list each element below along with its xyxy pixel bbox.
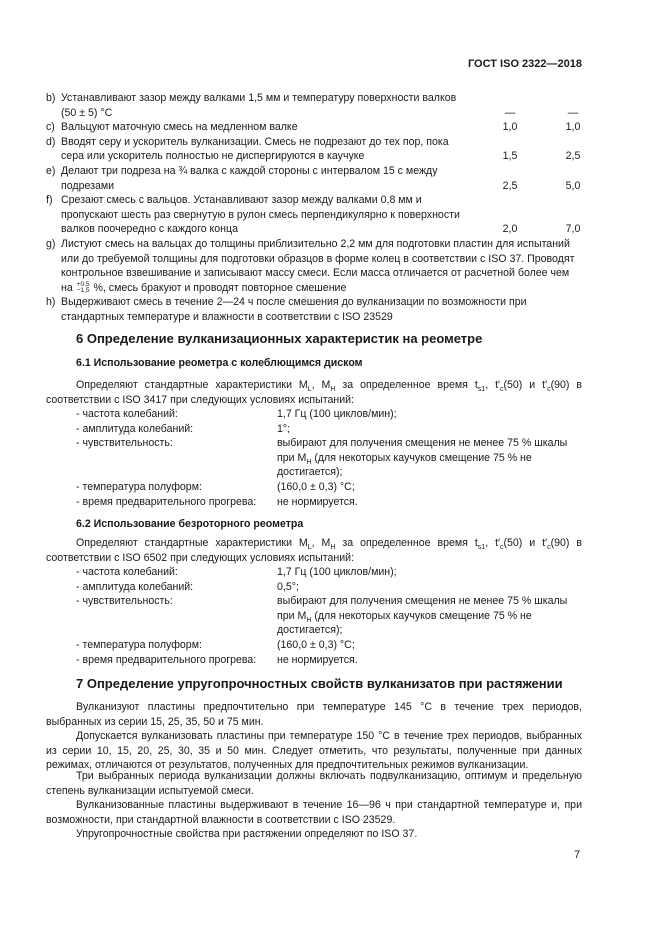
condition-key: - частота колебаний: [76, 408, 178, 420]
document-header: ГОСТ ISO 2322—2018 [467, 58, 582, 70]
intro-text: за определенное время t [335, 379, 478, 391]
tolerance-lower: −1,5 [76, 286, 90, 294]
step-label: f) [46, 194, 53, 207]
step-text: Вальцуют маточную смесь на медленном валке [61, 121, 298, 134]
mixing-step-b [46, 91, 586, 120]
condition-row [76, 422, 586, 437]
subscript: c [547, 544, 551, 552]
conditions-6-1 [76, 407, 586, 509]
subscript: s1 [477, 544, 486, 552]
condition-row [76, 653, 586, 668]
section-7-paragraph: Три выбранных периода вулканизации должны включать подвулканизацию, оптимум и предельную степень вулканизации испытуемой смеси. [46, 770, 582, 797]
condition-value: не нормируется. [277, 653, 358, 666]
intro-text: Определяют стандартные характеристики M [76, 379, 308, 391]
condition-key: - температура полуформ: [76, 638, 202, 651]
step-label: e) [46, 164, 56, 177]
condition-key: - температура полуформ: [76, 480, 202, 493]
mixing-step-g [46, 237, 586, 295]
step-text: Вводят серу и ускоритель вулканизации. Смесь не подрезают до тех пор, пока сера или ускоритель полностью не диспергируются в каучуке [61, 135, 449, 163]
step-value-1: 2,0 [502, 223, 518, 236]
step-text-after: %, смесь бракуют и проводят повторное смешение [93, 281, 347, 294]
subsection-6-2-title: 6.2 Использование безроторного реометра [76, 518, 304, 530]
subscript: H [330, 544, 336, 552]
condition-row [76, 638, 586, 653]
condition-value: не нормируется. [277, 495, 358, 508]
section-7-title: 7 Определение упругопрочностных свойств вулканизатов при растяжении [76, 676, 563, 691]
value-text: выбирают для получения смещения не менее 75 % шкалы при M [277, 595, 568, 622]
subscript: s1 [477, 386, 486, 394]
condition-key: - чувствительность: [76, 595, 173, 608]
step-value-2: — [567, 106, 579, 119]
mixing-step-e [46, 164, 586, 193]
step-value-2: 2,5 [565, 150, 581, 163]
page-number: 7 [574, 849, 580, 861]
intro-text: (50) и t′ [503, 379, 548, 391]
subscript: c [547, 386, 551, 394]
condition-key: - чувствительность: [76, 437, 173, 450]
step-text: Выдерживают смесь в течение 2—24 ч после смешения до вулканизации по возможности при стандартных температуре и влажности в соответствии с ISO 23529 [61, 296, 527, 323]
subscript: H [306, 458, 312, 466]
subscript: c [500, 544, 504, 552]
condition-key: - время предварительного прогрева: [76, 653, 257, 666]
intro-text: (50) и t′ [503, 537, 548, 549]
step-label: h) [46, 296, 56, 309]
value-text: (для некоторых каучуков смещение 75 % не достигается); [277, 451, 532, 479]
subscript: c [500, 386, 504, 394]
condition-value: 1°; [277, 422, 291, 435]
step-value-2: 5,0 [565, 179, 581, 192]
mixing-step-h [46, 295, 586, 324]
subsection-6-2-intro [46, 536, 582, 565]
step-value-1: — [504, 106, 516, 119]
section-6-title: 6 Определение вулканизационных характеристик на реометре [76, 331, 483, 346]
step-value-1: 2,5 [502, 179, 518, 192]
intro-text: , t′ [485, 379, 500, 391]
mixing-steps-list [46, 91, 586, 325]
condition-value: 1,7 Гц (100 циклов/мин); [277, 408, 397, 420]
step-value-1: 1,5 [502, 150, 518, 163]
condition-row [76, 495, 586, 510]
subscript: H [330, 386, 336, 394]
subsection-6-1-title: 6.1 Использование реометра с колеблющимся диском [76, 357, 363, 369]
subscript: L [307, 544, 312, 552]
step-label: d) [46, 135, 56, 148]
step-label: c) [46, 121, 55, 134]
step-text-main: Листуют смесь на вальцах до толщины приблизительно 2,2 мм для подготовки пластин для испытаний или до требуемой толщины для подготовки образцов в форме колец в соответствии с ISO 37. Проводят контрольное взвешивание и записывают массу смеси. Если масса отличается от расчетной более чем на [61, 237, 575, 294]
subscript: L [307, 386, 312, 394]
intro-text: за определенное время t [335, 537, 478, 549]
subscript: H [306, 616, 312, 624]
step-label: b) [46, 92, 56, 104]
step-text: Устанавливают зазор между валками 1,5 мм и температуру поверхности валков (50 ± 5) °C [61, 92, 457, 119]
intro-text: , M [311, 537, 331, 549]
section-7-paragraph: Вулканизуют пластины предпочтительно при температуре 145 °C в течение трех периодов, выбранных из серии 15, 25, 35, 50 и 75 мин. [46, 701, 582, 728]
section-7-paragraph: Допускается вулканизовать пластины при температуре 150 °C в течение трех периодов, выбранных из серии 10, 15, 20, 25, 30, 35 и 50 мин. Следует отметить, что результаты, полученные при данных режимах, отличаются от результатов, полученных для предпочтительных режимов вулканизации. [46, 730, 582, 772]
subsection-6-1-intro [46, 378, 582, 407]
condition-value: (160,0 ± 0,3) °C; [277, 638, 355, 651]
condition-row [76, 436, 586, 480]
condition-key: - амплитуда колебаний: [76, 580, 194, 593]
step-value-1: 1,0 [502, 121, 518, 134]
condition-value [277, 594, 585, 638]
mixing-step-c [46, 120, 586, 135]
condition-value [277, 436, 585, 480]
value-text: (для некоторых каучуков смещение 75 % не достигается); [277, 609, 532, 637]
condition-row [76, 565, 586, 580]
condition-row [76, 580, 586, 595]
mixing-step-d [46, 135, 586, 164]
step-text: Делают три подреза на ¾ валка с каждой стороны с интервалом 15 с между подрезами [61, 164, 438, 192]
condition-key: - частота колебаний: [76, 566, 178, 578]
condition-key: - время предварительного прогрева: [76, 495, 257, 508]
condition-row [76, 480, 586, 495]
condition-row [76, 407, 586, 422]
intro-text: (90) в соответствии с ISO 6502 при следующих условиях испытаний: [46, 537, 582, 564]
value-text: выбирают для получения смещения не менее 75 % шкалы при M [277, 437, 568, 464]
conditions-6-2 [76, 565, 586, 667]
condition-row [76, 594, 586, 638]
section-7-paragraph: Вулканизованные пластины выдерживают в течение 16—96 ч при стандартной температуре и, при возможности, при стандартной влажности в соответствии с ISO 23529. [46, 799, 582, 826]
step-text: Срезают смесь с вальцов. Устанавливают зазор между валками 0,8 мм и пропускают шесть раз свернутую в рулон смесь перпендикулярно к поверхности валков поочередно с каждого конца [61, 194, 460, 236]
tolerance-fraction [77, 282, 90, 294]
section-7-paragraph: Упругопрочностные свойства при растяжении определяют по ISO 37. [76, 828, 418, 840]
step-value-2: 7,0 [565, 223, 581, 236]
condition-value: 0,5°; [277, 580, 299, 593]
intro-text: (90) в соответствии с ISO 3417 при следующих условиях испытаний: [46, 379, 582, 406]
intro-text: Определяют стандартные характеристики M [76, 537, 308, 549]
intro-text: , M [311, 379, 331, 391]
step-label: g) [46, 237, 56, 250]
step-text [61, 237, 583, 295]
intro-text: , t′ [485, 537, 500, 549]
tolerance-upper: +0,5 [76, 280, 90, 288]
condition-key: - амплитуда колебаний: [76, 422, 194, 435]
condition-value: (160,0 ± 0,3) °C; [277, 480, 355, 493]
step-value-2: 1,0 [565, 121, 581, 134]
mixing-step-f [46, 193, 586, 237]
condition-value: 1,7 Гц (100 циклов/мин); [277, 566, 397, 578]
